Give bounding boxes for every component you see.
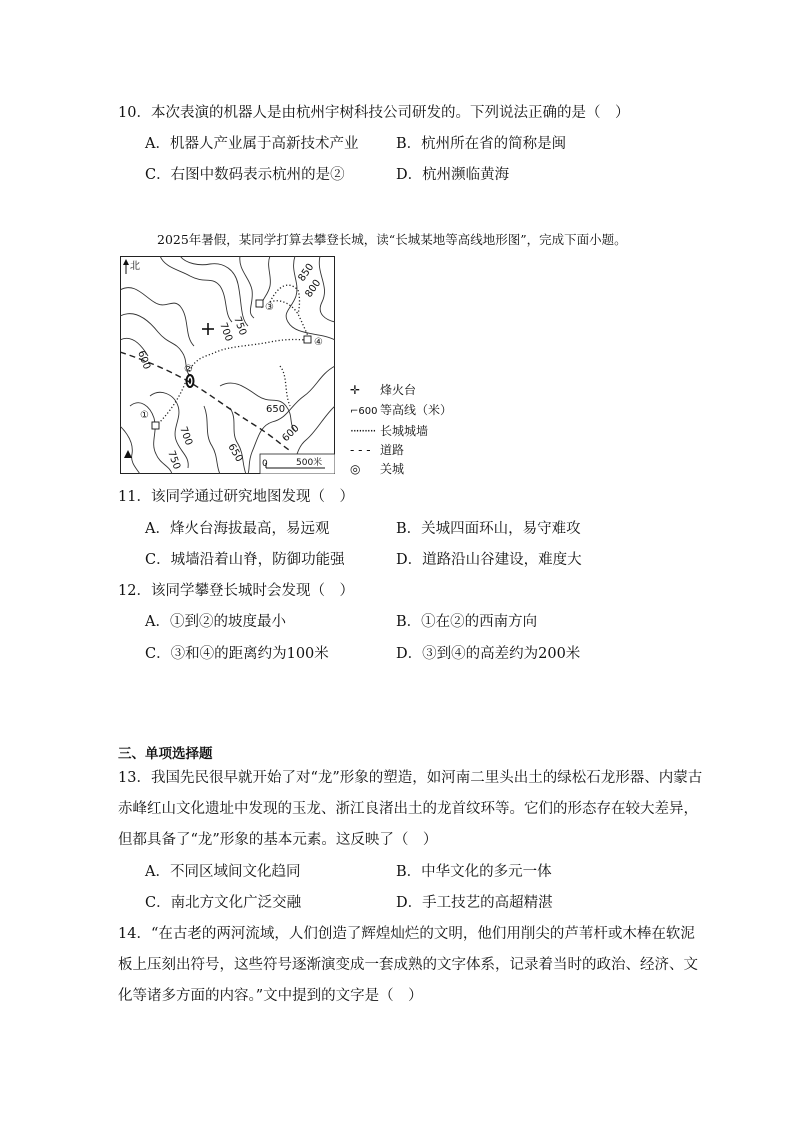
q14-line: 14．“在古老的两河流域，人们创造了辉煌灿烂的文明，他们用削尖的芦苇杆或木棒在软泥 bbox=[118, 926, 695, 942]
legend-road-label: 道路 bbox=[380, 443, 405, 457]
point-3-label: ③ bbox=[265, 302, 274, 313]
contour-label: 600 bbox=[280, 422, 302, 445]
legend-pass-label: 关城 bbox=[380, 462, 405, 476]
q12-stem: 12．该同学攀登长城时会发现（ ） bbox=[118, 583, 354, 599]
legend-road bbox=[350, 441, 404, 458]
q14-line: 化等诸多方面的内容。”文中提到的文字是（ ） bbox=[118, 988, 423, 1004]
scale-zero: 0 bbox=[262, 459, 268, 469]
north-arrow-icon bbox=[123, 259, 140, 274]
legend-contour bbox=[350, 401, 452, 418]
scale-bar bbox=[260, 454, 335, 474]
road-line-icon: - - - bbox=[350, 443, 371, 457]
q11-stem: 11．该同学通过研究地图发现（ ） bbox=[118, 489, 354, 505]
contour-sample: ⌐600 bbox=[350, 406, 378, 417]
contour-label: 700 bbox=[217, 321, 235, 343]
q12-option-c: C．③和④的距离约为100米 bbox=[145, 646, 329, 662]
q12-option-a: A．①到②的坡度最小 bbox=[145, 614, 286, 630]
contour-map bbox=[120, 256, 335, 474]
q12-option-d: D．③到④的高差约为200米 bbox=[396, 646, 581, 662]
contour-label: 650 bbox=[266, 404, 286, 415]
north-label: 北 bbox=[130, 261, 140, 272]
q13-line: 但都具备了“龙”形象的基本元素。这反映了（ ） bbox=[118, 832, 438, 848]
legend-wall bbox=[350, 422, 428, 439]
beacon-icon: ✛ bbox=[350, 383, 361, 397]
q10-option-c: C．右图中数码表示杭州的是② bbox=[145, 167, 345, 183]
q11-option-a: A．烽火台海拔最高，易远观 bbox=[145, 521, 330, 537]
legend-beacon-label: 烽火台 bbox=[380, 383, 417, 397]
contour-label: 650 bbox=[225, 442, 245, 465]
section-heading: 三、单项选择题 bbox=[118, 746, 213, 762]
q11-option-c: C．城墙沿着山脊，防御功能强 bbox=[145, 552, 345, 568]
point-1-label: ① bbox=[140, 410, 149, 421]
pass-icon: ◎ bbox=[350, 462, 361, 476]
contour-label: 850 bbox=[296, 261, 317, 284]
contour-label: 750 bbox=[165, 449, 183, 471]
q11-option-b: B．关城四面环山，易守难攻 bbox=[396, 521, 581, 537]
contour-label: 600 bbox=[135, 349, 153, 371]
wall-line-icon: ········· bbox=[350, 424, 376, 438]
q13-option-b: B．中华文化的多元一体 bbox=[396, 864, 552, 880]
legend-pass bbox=[350, 460, 404, 477]
legend-contour-label: 等高线（米） bbox=[380, 403, 453, 417]
map-intro: 2025年暑假，某同学打算去攀登长城，读“长城某地等高线地形图”，完成下面小题。 bbox=[157, 232, 627, 247]
q13-option-c: C．南北方文化广泛交融 bbox=[145, 895, 302, 911]
q13-option-d: D．手工技艺的高超精湛 bbox=[396, 895, 553, 911]
q14-line: 板上压刻出符号，这些符号逐渐演变成一套成熟的文字体系，记录着当时的政治、经济、文 bbox=[118, 957, 698, 973]
point-4-label: ④ bbox=[314, 337, 323, 348]
q13-option-a: A．不同区域间文化趋同 bbox=[145, 864, 301, 880]
q10-option-a: A．机器人产业属于高新技术产业 bbox=[145, 136, 359, 152]
q13-line: 赤峰红山文化遗址中发现的玉龙、浙江良渚出土的龙首纹环等。它们的形态存在较大差异， bbox=[118, 801, 698, 817]
q10-option-d: D．杭州濒临黄海 bbox=[396, 167, 510, 183]
contour-label: 750 bbox=[231, 315, 249, 337]
contour-label: 700 bbox=[177, 425, 195, 447]
q10-stem: 10．本次表演的机器人是由杭州宇树科技公司研发的。下列说法正确的是（ ） bbox=[118, 105, 630, 121]
q13-line: 13．我国先民很早就开始了对“龙”形象的塑造，如河南二里头出土的绿松石龙形器、内蒙古 bbox=[118, 770, 703, 786]
legend-wall-label: 长城城墙 bbox=[380, 424, 429, 438]
q11-option-d: D．道路沿山谷建设，难度大 bbox=[396, 552, 582, 568]
q10-option-b: B．杭州所在省的简称是闽 bbox=[396, 136, 567, 152]
q12-option-b: B．①在②的西南方向 bbox=[396, 614, 538, 630]
contour-label: 800 bbox=[303, 277, 324, 300]
point-2-label: ② bbox=[184, 364, 193, 375]
scale-label: 500米 bbox=[296, 458, 323, 468]
legend-beacon bbox=[350, 381, 416, 398]
